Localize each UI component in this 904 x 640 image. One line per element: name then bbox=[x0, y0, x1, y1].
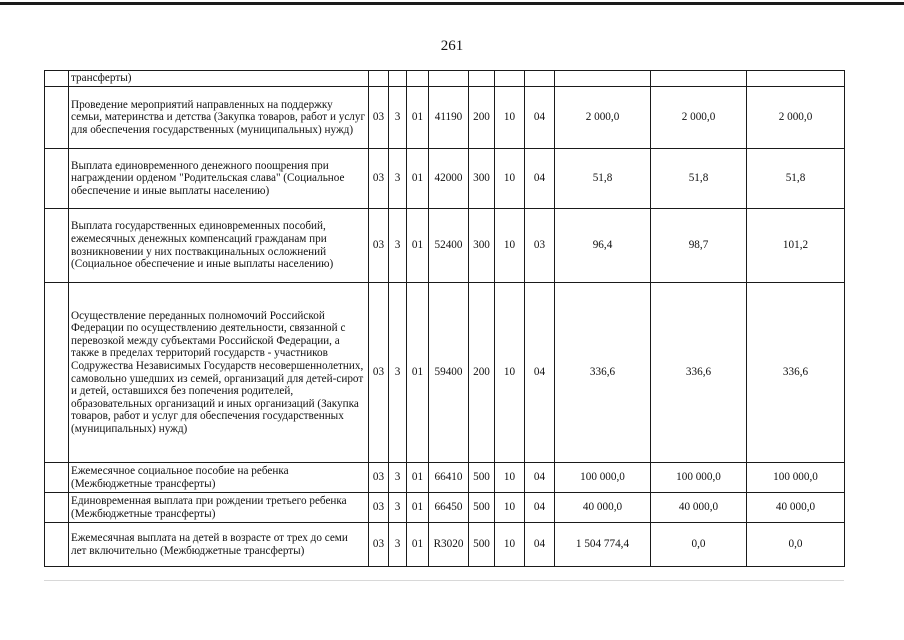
cell-value-2 bbox=[651, 71, 747, 87]
cell-code-6: 10 bbox=[495, 283, 525, 463]
cell-code-1: 03 bbox=[369, 493, 389, 523]
cell-code-4: 66410 bbox=[429, 463, 469, 493]
cell-code-3: 01 bbox=[407, 87, 429, 149]
cell-value-1: 2 000,0 bbox=[555, 87, 651, 149]
cell-code-3: 01 bbox=[407, 463, 429, 493]
cell-code-2: 3 bbox=[389, 463, 407, 493]
cell-value-1: 336,6 bbox=[555, 283, 651, 463]
row-name: Ежемесячное социальное пособие на ребенка (Межбюджетные трансферты) bbox=[69, 463, 369, 493]
cell-value-2: 40 000,0 bbox=[651, 493, 747, 523]
cell-code-4: 66450 bbox=[429, 493, 469, 523]
cell-value-3: 100 000,0 bbox=[747, 463, 845, 493]
cell-value-2: 2 000,0 bbox=[651, 87, 747, 149]
cell-code-2 bbox=[389, 71, 407, 87]
cell-code-3: 01 bbox=[407, 149, 429, 209]
left-blank-cell bbox=[45, 71, 69, 87]
cell-code-1: 03 bbox=[369, 523, 389, 567]
cell-code-6 bbox=[495, 71, 525, 87]
cell-value-1: 96,4 bbox=[555, 209, 651, 283]
cell-code-5: 200 bbox=[469, 87, 495, 149]
cell-code-7: 04 bbox=[525, 283, 555, 463]
cell-code-2: 3 bbox=[389, 283, 407, 463]
cell-code-1: 03 bbox=[369, 463, 389, 493]
row-name: Выплата государственных единовременных пособий, ежемесячных денежных компенсаций гражданам при возникновении у них поствакцинальных осложнений (Социальное обеспечение и иные выплаты населению) bbox=[69, 209, 369, 283]
cell-code-6: 10 bbox=[495, 209, 525, 283]
table-row bbox=[45, 71, 845, 87]
cell-code-6: 10 bbox=[495, 493, 525, 523]
cell-value-1: 100 000,0 bbox=[555, 463, 651, 493]
left-blank-cell bbox=[45, 209, 69, 283]
cell-code-1: 03 bbox=[369, 209, 389, 283]
cell-code-1: 03 bbox=[369, 149, 389, 209]
cell-code-4: 59400 bbox=[429, 283, 469, 463]
cell-code-6: 10 bbox=[495, 87, 525, 149]
cell-code-3 bbox=[407, 71, 429, 87]
cell-code-2: 3 bbox=[389, 493, 407, 523]
row-name: Осуществление переданных полномочий Российской Федерации по осуществлению деятельности, связанной с перевозкой между субъектами Российской Федерации, а также в пределах территорий государств - участников Содружества Независимых Государств несовершеннолетних, самовольно ушедших из семей, организаций для детей-сирот и детей, оставшихся без попечения родителей, образовательных организаций и иных организаций (Закупка товаров, работ и услуг для обеспечения государственных (муниципальных) нужд) bbox=[69, 283, 369, 463]
cell-value-2: 336,6 bbox=[651, 283, 747, 463]
cell-code-7: 04 bbox=[525, 523, 555, 567]
left-blank-cell bbox=[45, 87, 69, 149]
row-name: трансферты) bbox=[69, 71, 369, 87]
cell-code-2: 3 bbox=[389, 149, 407, 209]
table-row bbox=[45, 283, 845, 463]
top-border-rule bbox=[0, 2, 904, 5]
page-number: 261 bbox=[440, 38, 464, 54]
cell-value-2: 0,0 bbox=[651, 523, 747, 567]
bottom-divider bbox=[44, 580, 844, 581]
cell-value-3: 336,6 bbox=[747, 283, 845, 463]
left-blank-cell bbox=[45, 463, 69, 493]
cell-value-3: 40 000,0 bbox=[747, 493, 845, 523]
cell-code-5: 300 bbox=[469, 149, 495, 209]
cell-code-4 bbox=[429, 71, 469, 87]
cell-code-1: 03 bbox=[369, 283, 389, 463]
cell-code-5: 500 bbox=[469, 463, 495, 493]
cell-value-1: 51,8 bbox=[555, 149, 651, 209]
row-name: Единовременная выплата при рождении третьего ребенка (Межбюджетные трансферты) bbox=[69, 493, 369, 523]
cell-value-1 bbox=[555, 71, 651, 87]
cell-code-6: 10 bbox=[495, 149, 525, 209]
cell-code-4: R3020 bbox=[429, 523, 469, 567]
cell-code-2: 3 bbox=[389, 523, 407, 567]
cell-code-7: 04 bbox=[525, 149, 555, 209]
table-row bbox=[45, 87, 845, 149]
cell-value-3: 2 000,0 bbox=[747, 87, 845, 149]
cell-value-3: 0,0 bbox=[747, 523, 845, 567]
cell-code-3: 01 bbox=[407, 209, 429, 283]
cell-value-3 bbox=[747, 71, 845, 87]
cell-value-2: 98,7 bbox=[651, 209, 747, 283]
cell-code-5: 500 bbox=[469, 493, 495, 523]
left-blank-cell bbox=[45, 149, 69, 209]
left-blank-cell bbox=[45, 283, 69, 463]
left-blank-cell bbox=[45, 493, 69, 523]
cell-code-3: 01 bbox=[407, 493, 429, 523]
cell-value-3: 101,2 bbox=[747, 209, 845, 283]
row-name: Проведение мероприятий направленных на поддержку семьи, материнства и детства (Закупка товаров, работ и услуг для обеспечения государственных (муниципальных) нужд) bbox=[69, 87, 369, 149]
cell-code-5: 500 bbox=[469, 523, 495, 567]
budget-table bbox=[44, 70, 845, 567]
cell-code-4: 52400 bbox=[429, 209, 469, 283]
cell-code-1: 03 bbox=[369, 87, 389, 149]
table-row bbox=[45, 493, 845, 523]
cell-code-1 bbox=[369, 71, 389, 87]
left-blank-cell bbox=[45, 523, 69, 567]
cell-code-7: 04 bbox=[525, 463, 555, 493]
cell-code-5 bbox=[469, 71, 495, 87]
cell-code-6: 10 bbox=[495, 523, 525, 567]
cell-value-2: 100 000,0 bbox=[651, 463, 747, 493]
cell-code-7: 04 bbox=[525, 493, 555, 523]
cell-code-6: 10 bbox=[495, 463, 525, 493]
cell-code-7: 03 bbox=[525, 209, 555, 283]
row-name: Выплата единовременного денежного поощрения при награждении орденом "Родительская слава" (Социальное обеспечение и иные выплаты населению) bbox=[69, 149, 369, 209]
cell-code-5: 200 bbox=[469, 283, 495, 463]
cell-code-7 bbox=[525, 71, 555, 87]
cell-code-3: 01 bbox=[407, 283, 429, 463]
cell-code-5: 300 bbox=[469, 209, 495, 283]
cell-value-1: 40 000,0 bbox=[555, 493, 651, 523]
cell-value-3: 51,8 bbox=[747, 149, 845, 209]
cell-code-7: 04 bbox=[525, 87, 555, 149]
cell-value-2: 51,8 bbox=[651, 149, 747, 209]
cell-code-2: 3 bbox=[389, 209, 407, 283]
cell-value-1: 1 504 774,4 bbox=[555, 523, 651, 567]
cell-code-2: 3 bbox=[389, 87, 407, 149]
cell-code-3: 01 bbox=[407, 523, 429, 567]
row-name: Ежемесячная выплата на детей в возрасте от трех до семи лет включительно (Межбюджетные трансферты) bbox=[69, 523, 369, 567]
table-row bbox=[45, 523, 845, 567]
table-row bbox=[45, 463, 845, 493]
table-row bbox=[45, 209, 845, 283]
table-row bbox=[45, 149, 845, 209]
cell-code-4: 42000 bbox=[429, 149, 469, 209]
cell-code-4: 41190 bbox=[429, 87, 469, 149]
